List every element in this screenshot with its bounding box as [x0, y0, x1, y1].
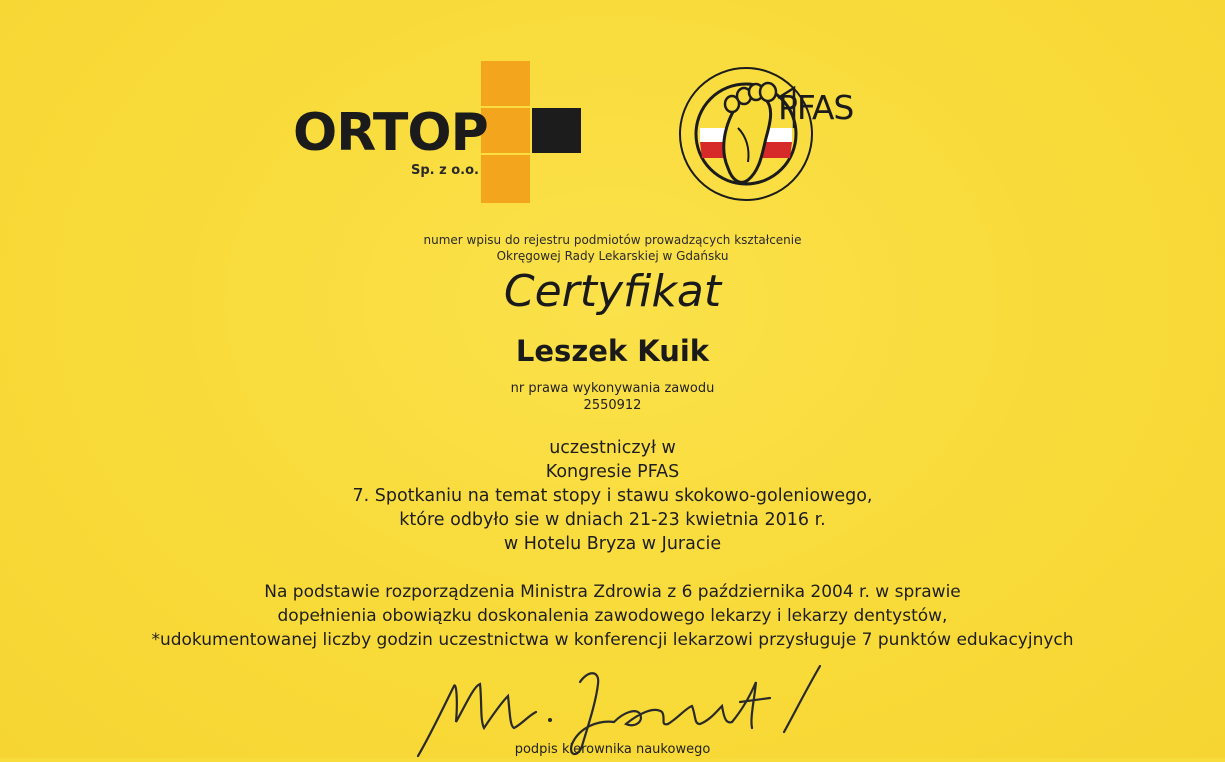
meeting-description: 7. Spotkaniu na temat stopy i stawu skokowo-goleniowego,: [352, 486, 873, 506]
event-dates: które odbyło sie w dniach 21-23 kwietnia 2016 r.: [399, 510, 826, 530]
register-text-line-1: numer wpisu do rejestru podmiotów prowadzących kształcenie: [423, 233, 802, 247]
legal-text-line-3: *udokumentowanej liczby godzin uczestnictwa w konferencji lekarzowi przysługuje 7 punktów edukacyjnych: [151, 630, 1074, 650]
certificate-title: Certyfikat: [503, 266, 722, 317]
signature-caption: podpis kierownika naukowego: [514, 742, 711, 757]
ortop-wordmark: ORTOP: [293, 103, 488, 163]
recipient-name: Leszek Kuik: [515, 334, 710, 368]
participation-text: uczestniczył w: [549, 438, 676, 458]
congress-name: Kongresie PFAS: [545, 462, 680, 482]
ortop-subtitle: Sp. z o.o.: [411, 163, 479, 178]
event-venue: w Hotelu Bryza w Juracie: [503, 534, 722, 554]
ortop-logo-square-top: [481, 61, 530, 106]
register-text-line-2: Okręgowej Rady Lekarskiej w Gdańsku: [496, 249, 729, 263]
pfas-acronym: PFAS: [778, 88, 854, 127]
legal-text-line-1: Na podstawie rozporządzenia Ministra Zdrowia z 6 października 2004 r. w sprawie: [264, 582, 961, 602]
ortop-logo-square-bottom: [481, 155, 530, 203]
legal-text-line-2: dopełnienia obowiązku doskonalenia zawodowego lekarzy i lekarzy dentystów,: [277, 606, 948, 626]
ortop-logo: [290, 55, 590, 210]
ortop-logo-square-middle-right: [532, 108, 581, 153]
pfas-logo: [668, 58, 908, 218]
license-label: nr prawa wykonywania zawodu: [510, 381, 715, 396]
license-number: 2550912: [583, 398, 642, 413]
ortop-logo-square-middle-left: [481, 108, 530, 153]
pfas-emblem: [668, 58, 908, 218]
